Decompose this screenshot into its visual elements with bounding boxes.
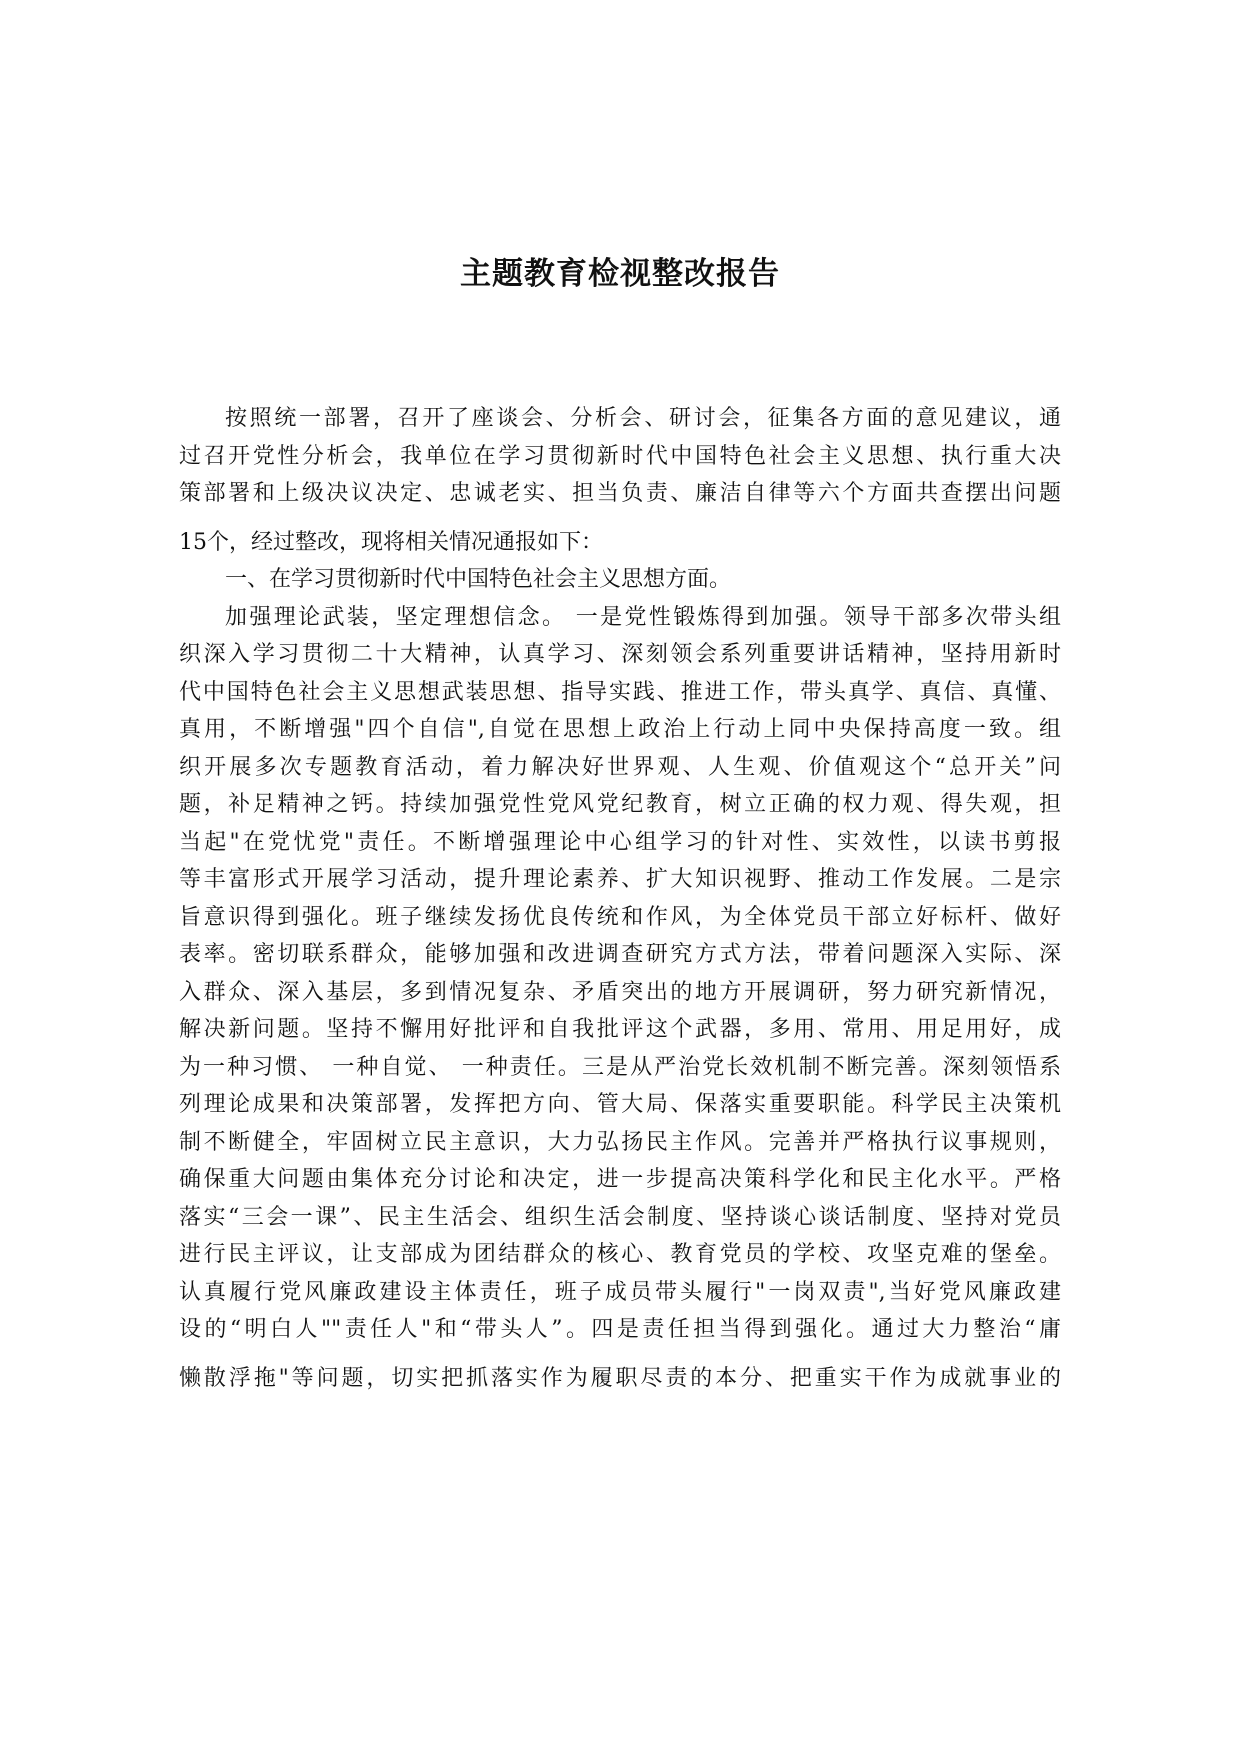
body-line: 等丰富形式开展学习活动，提升理论素养、扩大知识视野、推动工作发展。二是宗 xyxy=(179,867,1061,892)
body-line: 设的“明白人""责任人"和“带头人”。四是责任担当得到强化。通过大力整治“庸 xyxy=(179,1317,1061,1342)
section-heading: 一、在学习贯彻新时代中国特色社会主义思想方面。 xyxy=(225,567,732,592)
body-line: 入群众、深入基层，多到情况复杂、矛盾突出的地方开展调研，努力研究新情况， xyxy=(179,979,1061,1005)
body-line: 认真履行党风廉政建设主体责任，班子成员带头履行"一岗双责",当好党风廉政建 xyxy=(179,1279,1061,1305)
body-line: 制不断健全，牢固树立民主意识，大力弘扬民主作风。完善并严格执行议事规则， xyxy=(179,1129,1061,1155)
document-body xyxy=(179,400,1061,1397)
body-line: 为一种习惯、 一种自觉、 一种责任。三是从严治党长效机制不断完善。深刻领悟系 xyxy=(179,1054,1061,1080)
body-line: 真用，不断增强"四个自信",自觉在思想上政治上行动上同中央保持高度一致。组 xyxy=(179,717,1061,742)
body-line: 当起"在党忧党"责任。不断增强理论中心组学习的针对性、实效性，以读书剪报 xyxy=(179,829,1061,855)
body-line: 策部署和上级决议决定、忠诚老实、担当负责、廉洁自律等六个方面共查摆出问题 xyxy=(179,481,1061,506)
body-line: 织深入学习贯彻二十大精神，认真学习、深刻领会系列重要讲话精神，坚持用新时 xyxy=(179,642,1061,667)
body-line: 过召开党性分析会，我单位在学习贯彻新时代中国特色社会主义思想、执行重大决 xyxy=(179,443,1061,469)
body-line: 列理论成果和决策部署，发挥把方向、管大局、保落实重要职能。科学民主决策机 xyxy=(179,1092,1061,1117)
body-line: 题，补足精神之钙。持续加强党性党风党纪教育，树立正确的权力观、得失观，担 xyxy=(179,792,1061,817)
body-line: 懒散浮拖"等问题，切实把抓落实作为履职尽责的本分、把重实干作为成就事业的 xyxy=(179,1365,1061,1391)
body-line: 确保重大问题由集体充分讨论和决定，进一步提高决策科学化和民主化水平。严格 xyxy=(179,1167,1061,1192)
body-line: 织开展多次专题教育活动，着力解决好世界观、人生观、价值观这个“总开关”问 xyxy=(179,754,1061,780)
body-line: 落实“三会一课”、民主生活会、组织生活会制度、坚持谈心谈话制度、坚持对党员 xyxy=(179,1204,1061,1230)
body-line: 加强理论武装，坚定理想信念。 一是党性锻炼得到加强。领导干部多次带头组 xyxy=(225,604,1061,630)
document-title: 主题教育检视整改报告 xyxy=(460,256,780,292)
body-line: 进行民主评议，让支部成为团结群众的核心、教育党员的学校、攻坚克难的堡垒。 xyxy=(179,1242,1061,1267)
body-line: 解决新问题。坚持不懈用好批评和自我批评这个武器，多用、常用、用足用好，成 xyxy=(179,1017,1061,1042)
body-line: 旨意识得到强化。班子继续发扬优良传统和作风，为全体党员干部立好标杆、做好 xyxy=(179,904,1061,930)
body-line: 代中国特色社会主义思想武装思想、指导实践、推进工作，带头真学、真信、真懂、 xyxy=(179,679,1061,705)
body-line: 15个，经过整改，现将相关情况通报如下： xyxy=(179,529,603,555)
body-line: 表率。密切联系群众，能够加强和改进调查研究方式方法，带着问题深入实际、深 xyxy=(179,942,1061,967)
body-line: 按照统一部署，召开了座谈会、分析会、研讨会，征集各方面的意见建议，通 xyxy=(225,406,1061,431)
